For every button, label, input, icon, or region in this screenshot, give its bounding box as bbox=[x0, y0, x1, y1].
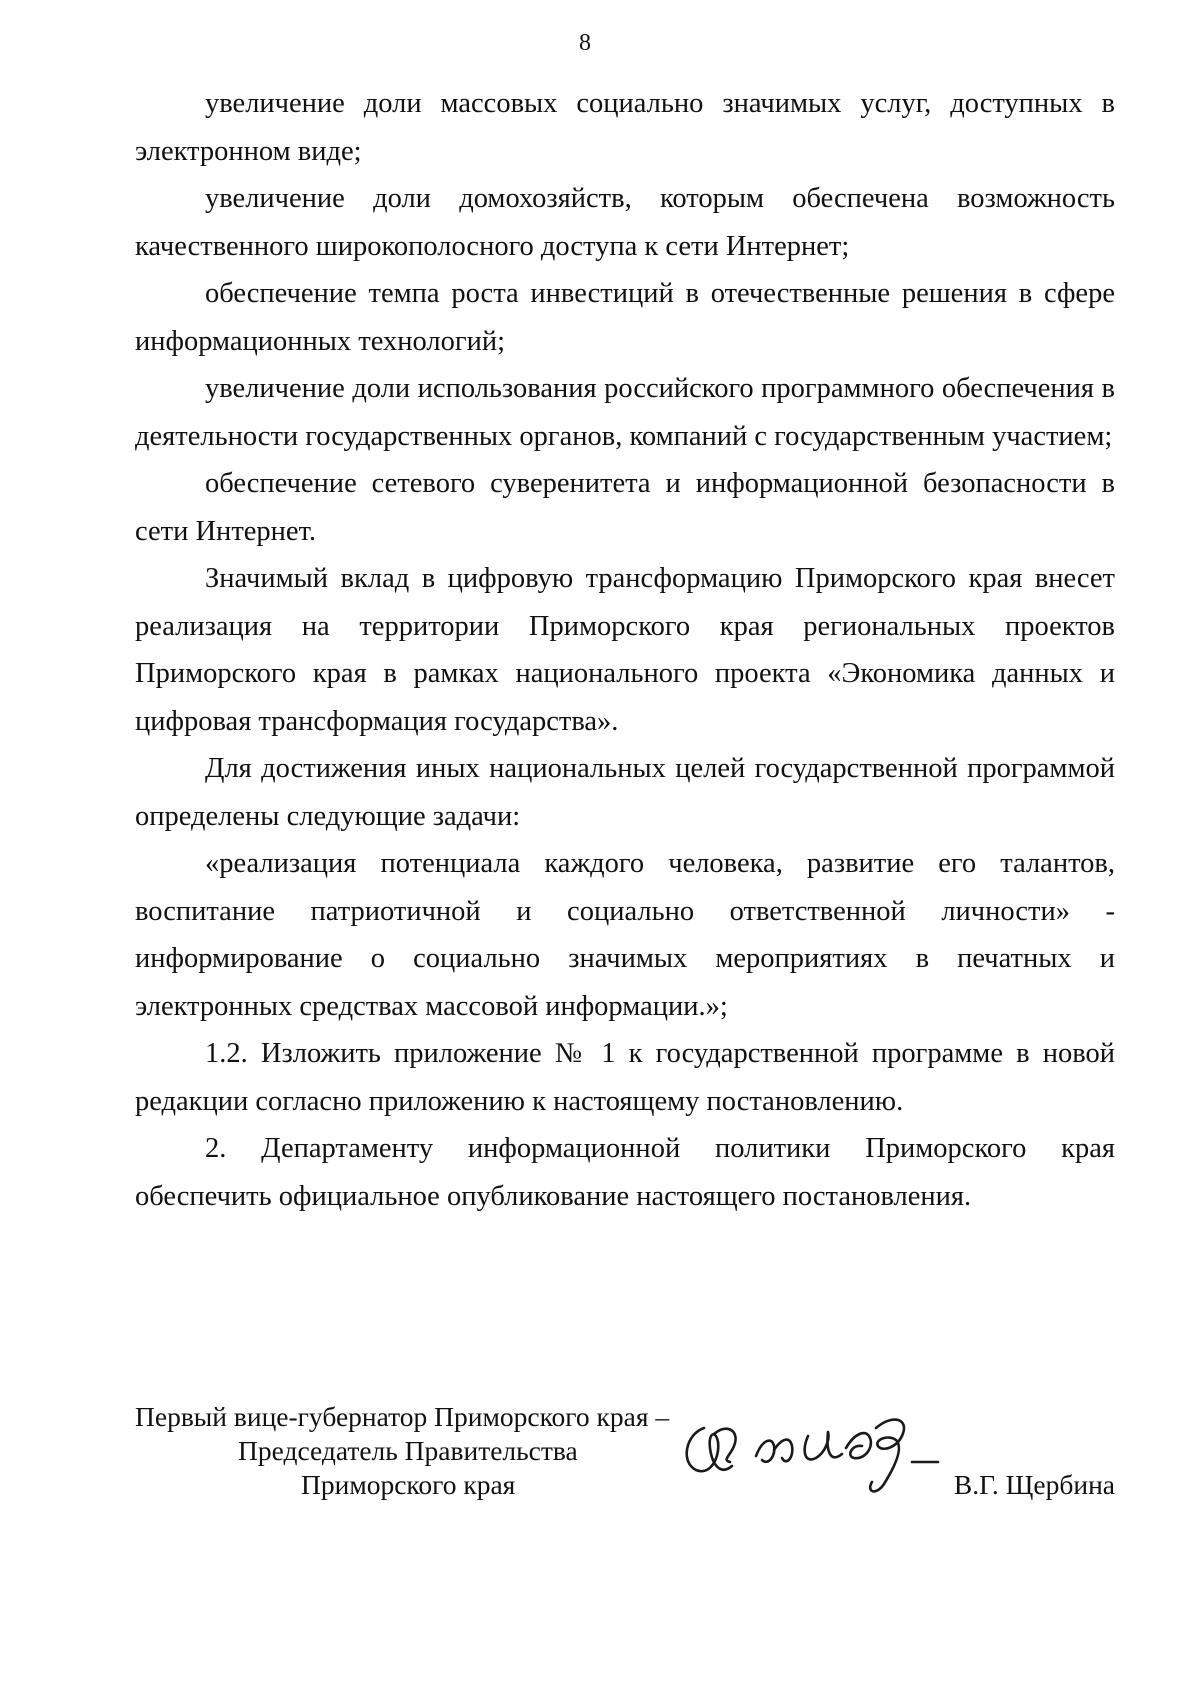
paragraph-2: увеличение доли домохозяйств, которым обеспечена возможность качественного широкополосного доступа к сети Интернет; bbox=[135, 183, 1115, 262]
signature-block bbox=[135, 1400, 1115, 1520]
paragraph-7: Для достижения иных национальных целей государственной программой определены следующие задачи: bbox=[135, 753, 1115, 832]
paragraph-10: 2. Департаменту информационной политики Приморского края обеспечить официальное опубликование настоящего постановления. bbox=[135, 1133, 1115, 1212]
page-number: 8 bbox=[579, 30, 591, 56]
signatory-title-line3: Приморского края bbox=[301, 1469, 516, 1500]
signatory-title bbox=[135, 1400, 715, 1502]
handwritten-signature bbox=[670, 1388, 940, 1506]
paragraph-5: обеспечение сетевого суверенитета и информационной безопасности в сети Интернет. bbox=[135, 468, 1115, 547]
paragraph-3: обеспечение темпа роста инвестиций в отечественные решения в сфере информационных технологий; bbox=[135, 278, 1115, 357]
paragraph-6: Значимый вклад в цифровую трансформацию Приморского края внесет реализация на территории Приморского края региональных проектов Приморского края в рамках национального проекта «Экономика данных и цифровая трансформация государства». bbox=[135, 563, 1115, 737]
signatory-title-line1: Первый вице-губернатор Приморского края – bbox=[135, 1401, 670, 1432]
paragraph-1: увеличение доли массовых социально значимых услуг, доступных в электронном виде; bbox=[135, 88, 1115, 167]
signer-name: В.Г. Щербина bbox=[953, 1469, 1115, 1500]
paragraph-9: 1.2. Изложить приложение № 1 к государственной программе в новой редакции согласно приложению к настоящему постановлению. bbox=[135, 1038, 1115, 1117]
paragraph-8: «реализация потенциала каждого человека, развитие его талантов, воспитание патриотичной и социально ответственной личности» - информирование о социально значимых мероприятиях в печатных и электронных средствах массовой информации.»; bbox=[135, 848, 1115, 1022]
signatory-title-line2: Председатель Правительства bbox=[238, 1435, 578, 1466]
paragraph-4: увеличение доли использования российского программного обеспечения в деятельности государственных органов, компаний с государственным участием; bbox=[135, 373, 1115, 452]
document-body bbox=[135, 80, 1115, 1220]
